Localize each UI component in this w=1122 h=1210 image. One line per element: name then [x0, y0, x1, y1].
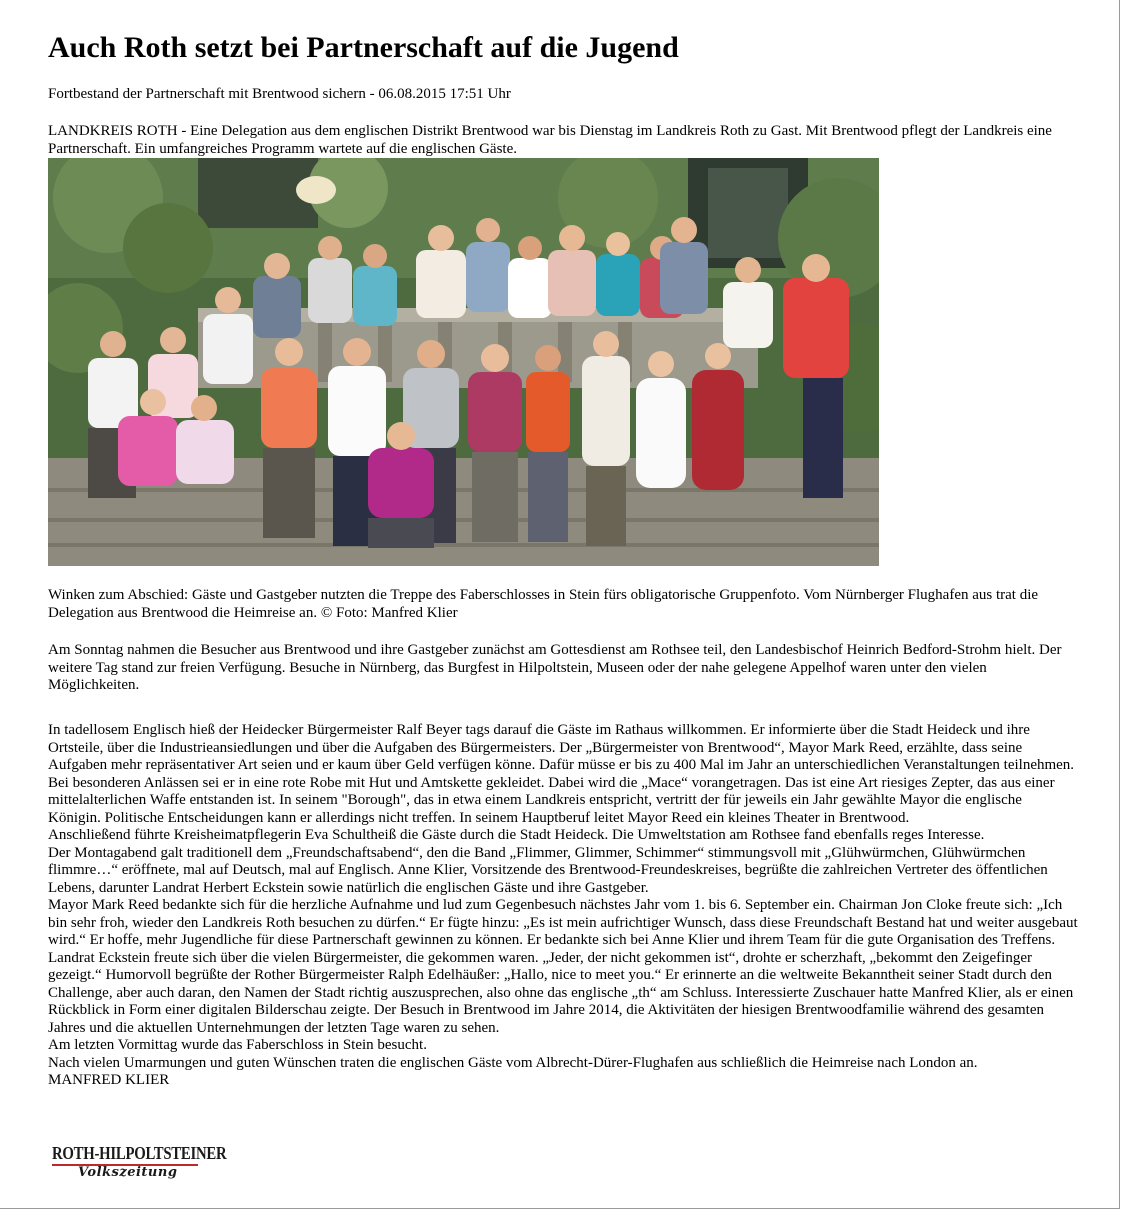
body-paragraph: Am letzten Vormittag wurde das Faberschloss in Stein besucht. [48, 1037, 427, 1053]
article-author: MANFRED KLIER [48, 1072, 170, 1088]
body-paragraph: Bei besonderen Anlässen sei er in eine rote Robe mit Hut und Amtskette gekleidet. Dabei wird die „Mace“ vorangetragen. Das ist eine Art riesiges Zepter, das aus einer mittelalterlichen Waffe entstanden ist. In seinem "Borough", das in etwa einem Landkreis entspricht, vertritt der für jeweils ein Jahr gewählte Mayor die englische Königin. Politische Entscheidungen kann er allerdings nicht treffen. In seinem Hauptberuf leitet Mayor Reed ein kleines Theater in Brentwood. [48, 774, 1055, 826]
newspaper-logo [52, 1143, 227, 1183]
body-paragraph: Landrat Eckstein freute sich über die vielen Bürgermeister, die gekommen waren. „Jeder, der nicht gekommen ist“, drohte er scherzhaft, „bekommt den Zeigefinger gezeigt.“ Humorvoll begrüßte der Rother Bürgermeister Ralph Edelhäußer: „Hallo, nice to meet you.“ Er erinnerte an die weltweite Bekanntheit seiner Stadt durch den Challenge, aber auch daran, den Namen der Stadt richtig auszusprechen, also ohne das englische „th“ am Schluss. Interessierte Zuschauer hatte Manfred Klier, als er einen Rückblick in Form einer digitalen Bilderschau zeigte. Der Besuch in Brentwood im Jahre 2014, die Aktivitäten der hiesigen Brentwoodfamilie während des gesamten Jahres und die aktuellen Unternehmungen der letzten Tage waren zu sehen. [48, 949, 1074, 1036]
article-lead: LANDKREIS ROTH - Eine Delegation aus dem englischen Distrikt Brentwood war bis Dienstag im Landkreis Roth zu Gast. Mit Brentwood pflegt der Landkreis eine Partnerschaft. Ein umfangreiches Programm wartete auf die englischen Gäste. [48, 123, 1052, 157]
body-paragraph: Anschließend führte Kreisheimatpflegerin Eva Schultheiß die Gäste durch die Stadt Heideck. Die Umweltstation am Rothsee fand ebenfalls reges Interesse. [48, 827, 985, 843]
group-photo-illustration [48, 158, 879, 566]
logo-title: ROTH-HILPOLTSTEINER [52, 1143, 227, 1163]
photo-caption: Winken zum Abschied: Gäste und Gastgeber nutzten die Treppe des Faberschlosses in Stein fürs obligatorische Gruppenfoto. Vom Nürnberger Flughafen aus trat die Delegation aus Brentwood die Heimreise an. © Foto: Manfred Klier [48, 587, 1039, 621]
group-photo [48, 158, 879, 566]
body-paragraph: Nach vielen Umarmungen und guten Wünschen traten die englischen Gäste vom Albrecht-Dürer-Flughafen aus schließlich die Heimreise nach London an. [48, 1054, 978, 1071]
body-paragraph: In tadellosem Englisch hieß der Heidecker Bürgermeister Ralf Beyer tags darauf die Gäste im Rathaus willkommen. Er informierte über die Stadt Heideck und ihre Ortsteile, über die Industrieansiedlungen und über die Aufgaben des Bürgermeisters. Der „Bürgermeister von Brentwood“, Mayor Mark Reed, erzählte, dass seine Aufgaben mehr repräsentativer Art seien und er kaum über Geld verfügen könne. Dafür müsse er bis zu 400 Mal im Jahr an unterschiedlichen Veranstaltungen teilnehmen. [48, 722, 1075, 773]
body-paragraph: Mayor Mark Reed bedankte sich für die herzliche Aufnahme und lud zum Gegenbesuch nächstes Jahr vom 1. bis 6. September ein. Chairman Jon Cloke freute sich: „Ich bin sehr froh, wieder den Landkreis Roth besuchen zu dürfen.“ Er fügte hinzu: „Es ist mein aufrichtiger Wunsch, dass diese Freundschaft Bestand hat und weiter ausgebaut wird.“ Er hoffe, mehr Jugendliche für diese Partnerschaft gewinnen zu können. Er bedankte sich bei Anne Klier und ihrem Team für die gute Organisation des Treffens. [48, 897, 1078, 948]
article-paragraph: Am Sonntag nahmen die Besucher aus Brentwood und ihre Gastgeber zunächst am Gottesdienst am Rothsee teil, den Landesbischof Heinrich Bedford-Strohm hielt. Der weitere Tag stand zur freien Verfügung. Besuche in Nürnberg, das Burgfest in Hilpoltstein, Museen oder der nahe gelegene Appelhof waren unter den vielen Möglichkeiten. [48, 642, 1062, 693]
article-subline: Fortbestand der Partnerschaft mit Brentwood sichern - 06.08.2015 17:51 Uhr [48, 86, 511, 102]
article-headline: Auch Roth setzt bei Partnerschaft auf die Jugend [48, 31, 679, 64]
article-body [48, 722, 1078, 1090]
body-paragraph: Der Montagabend galt traditionell dem „Freundschaftsabend“, den die Band „Flimmer, Glimmer, Schimmer“ stimmungsvoll mit „Glühwürmchen, Glühwürmchen flimmre…“ eröffnete, mal auf Deutsch, mal auf Englisch. Anne Klier, Vorsitzende des Brentwood-Freundeskreises, begrüßte die zahlreichen Vertreter des öffentlichen Lebens, darunter Landrat Herbert Eckstein sowie natürlich die englischen Gäste und ihre Gastgeber. [48, 844, 1048, 896]
logo-subtitle: Volkszeitung [78, 1165, 178, 1180]
